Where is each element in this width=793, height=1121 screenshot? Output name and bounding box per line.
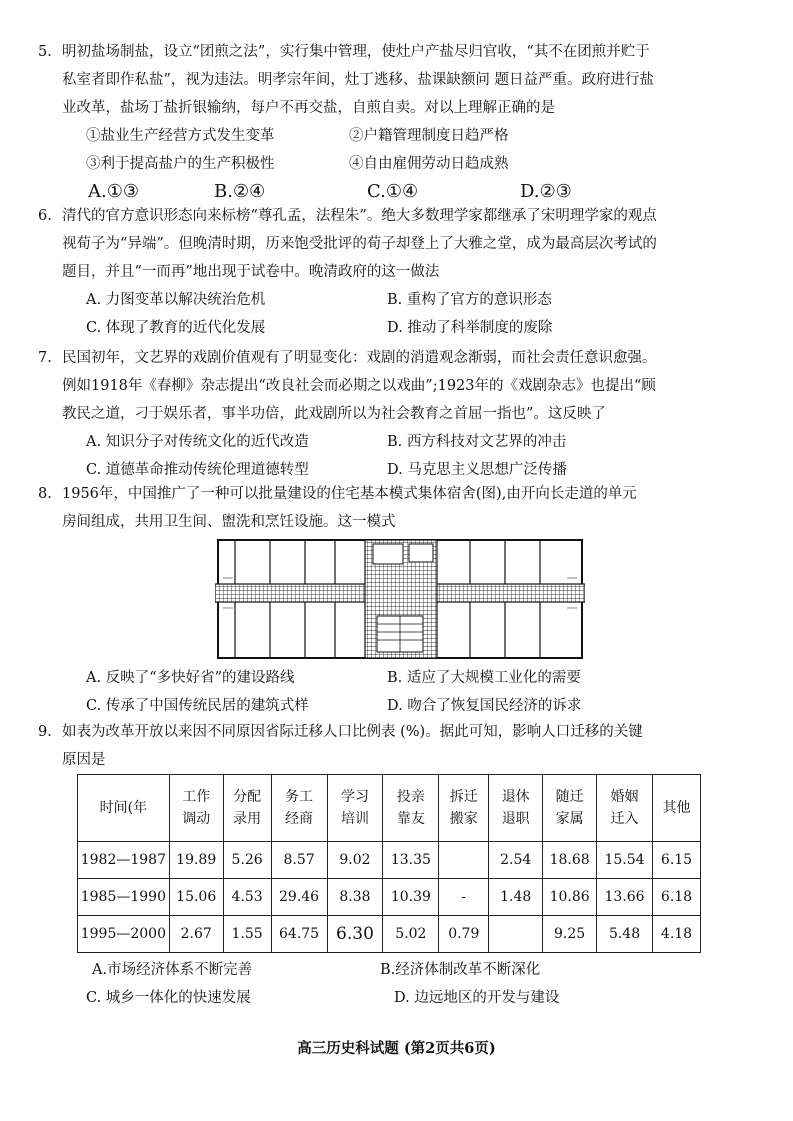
option-c[interactable]: C.①④	[367, 181, 419, 202]
table-cell	[489, 916, 543, 953]
table-cell: 10.86	[543, 879, 597, 916]
header-line: 投亲 靠友	[396, 789, 425, 827]
table-header	[223, 775, 271, 842]
question-7	[38, 344, 722, 484]
option-b[interactable]: B. 西方科技对文艺界的冲击	[387, 434, 567, 450]
stem-line: 1956年，中国推广了一种可以批量建设的住宅基本模式集体宿舍(图),由开向长走道的单元	[62, 486, 637, 502]
table-header-row	[78, 775, 701, 842]
option-d[interactable]: D. 边远地区的开发与建设	[394, 990, 560, 1006]
stem-line: 题目，并且“一而再”地出现于试卷中。晚清政府的这一做法	[62, 264, 440, 280]
header-line: 分配 录用	[233, 789, 262, 827]
stem-line: 私室者即作私盐”，视为违法。明孝宗年间，灶丁逃移、盐课缺额问 题日益严重。政府进行盐	[62, 72, 655, 88]
option-d[interactable]: D.②③	[520, 181, 572, 202]
option-a[interactable]: A. 力图变革以解决统治危机	[86, 292, 266, 308]
option-c[interactable]: C. 体现了教育的近代化发展	[86, 320, 266, 336]
option-b[interactable]: B. 重构了官方的意识形态	[387, 292, 552, 308]
question-number: 6.	[38, 208, 52, 224]
option-d[interactable]: D. 推动了科举制度的废除	[387, 320, 553, 336]
statement-3: ③利于提高盐户的生产积极性	[86, 156, 275, 172]
table-header	[271, 775, 327, 842]
option-a[interactable]: A.市场经济体系不断完善	[92, 962, 253, 978]
table-cell: 18.68	[543, 842, 597, 879]
question-number: 5.	[38, 44, 52, 60]
stem-line: 如表为改革开放以来因不同原因省际迁移人口比例表 (%)。据此可知，影响人口迁移的关键	[62, 724, 643, 740]
table-cell: 6.15	[653, 842, 701, 879]
option-b[interactable]: B.②④	[214, 181, 266, 202]
table-header	[327, 775, 383, 842]
table-header	[78, 775, 170, 842]
option-a[interactable]: A. 知识分子对传统文化的近代改造	[86, 434, 309, 450]
header-line: 工作 调动	[182, 789, 211, 827]
option-c[interactable]: C. 道德革命推动传统伦理道德转型	[86, 462, 309, 478]
table-cell: 9.02	[327, 842, 383, 879]
table-cell: 2.67	[169, 916, 223, 953]
table-cell: -	[439, 879, 489, 916]
stem-line: 明初盐场制盐，设立“团煎之法”，实行集中管理，使灶户产盐尽归官收，“其不在团煎并贮于	[62, 44, 650, 60]
table-cell: 4.53	[223, 879, 271, 916]
table-cell: 10.39	[383, 879, 439, 916]
question-number: 9.	[38, 724, 52, 740]
header-line: 时间(年	[99, 800, 148, 816]
table-cell: 29.46	[271, 879, 327, 916]
option-c[interactable]: C. 城乡一体化的快速发展	[86, 990, 251, 1006]
header-line: 其他	[662, 800, 691, 816]
table-cell: 0.79	[439, 916, 489, 953]
table-header	[439, 775, 489, 842]
table-cell: 8.57	[271, 842, 327, 879]
question-9	[38, 718, 722, 774]
table-cell: 1982—1987	[78, 842, 170, 879]
header-line: 务工 经商	[285, 789, 314, 827]
table-cell	[439, 842, 489, 879]
question-number: 7.	[38, 350, 52, 366]
option-d[interactable]: D. 吻合了恢复国民经济的诉求	[387, 698, 582, 714]
stem-line: 业改革，盐场丁盐折银输纳，每户不再交盐，自煎自卖。对以上理解正确的是	[62, 100, 555, 116]
question-8	[38, 480, 722, 536]
table-cell: 2.54	[489, 842, 543, 879]
table-header	[169, 775, 223, 842]
migration-table	[77, 774, 701, 953]
table-cell: 1995—2000	[78, 916, 170, 953]
table-header	[543, 775, 597, 842]
table-cell: 5.26	[223, 842, 271, 879]
table-cell: 4.18	[653, 916, 701, 953]
stem-line: 民国初年，文艺界的戏剧价值观有了明显变化：戏剧的消遣观念渐弱，而社会责任意识愈强。	[62, 350, 657, 366]
statement-4: ④自由雇佣劳动日趋成熟	[349, 156, 509, 172]
question-number: 8.	[38, 486, 52, 502]
option-b[interactable]: B. 适应了大规模工业化的需要	[387, 670, 581, 686]
table-cell: 19.89	[169, 842, 223, 879]
question-6	[38, 202, 722, 342]
table-cell: 13.35	[383, 842, 439, 879]
stem-line: 清代的官方意识形态向来标榜“尊孔孟，法程朱”。绝大多数理学家都继承了宋明理学家的观点	[62, 208, 657, 224]
table-cell: 15.06	[169, 879, 223, 916]
table-row	[78, 879, 701, 916]
option-c[interactable]: C. 传承了中国传统民居的建筑式样	[86, 698, 309, 714]
table-header	[653, 775, 701, 842]
table-cell: 6.30	[327, 916, 383, 953]
stem-line: 视荀子为“异端”。但晚清时期，历来饱受批评的荀子却登上了大雅之堂，成为最高层次考试的	[62, 236, 657, 252]
table-cell: 8.38	[327, 879, 383, 916]
table-header	[597, 775, 653, 842]
table-header	[489, 775, 543, 842]
table-cell: 5.02	[383, 916, 439, 953]
header-line: 拆迁 搬家	[449, 789, 478, 827]
table-header	[383, 775, 439, 842]
dormitory-floor-plan	[215, 538, 585, 660]
statement-1: ①盐业生产经营方式发生变革	[86, 128, 275, 144]
option-b[interactable]: B.经济体制改革不断深化	[380, 962, 541, 978]
page-footer: 高三历史科试题 (第2页共6页)	[297, 1040, 496, 1057]
table-cell: 1.55	[223, 916, 271, 953]
header-line: 退休 退职	[501, 789, 530, 827]
table-cell: 9.25	[543, 916, 597, 953]
statement-2: ②户籍管理制度日趋严格	[349, 128, 509, 144]
table-cell: 1985—1990	[78, 879, 170, 916]
header-line: 学习 培训	[340, 789, 369, 827]
table-row	[78, 842, 701, 879]
stem-line: 例如1918年《春柳》杂志提出“改良社会而必期之以戏曲”;1923年的《戏剧杂志》也提出“顾	[62, 378, 656, 394]
question-9-options	[62, 956, 722, 1012]
table-cell: 64.75	[271, 916, 327, 953]
option-a[interactable]: A.①③	[88, 181, 139, 202]
header-line: 婚姻 迁入	[610, 789, 639, 827]
option-a[interactable]: A. 反映了“多快好省”的建设路线	[86, 670, 295, 686]
stem-line: 原因是	[62, 752, 106, 768]
table-cell: 5.48	[597, 916, 653, 953]
table-row	[78, 916, 701, 953]
stem-line: 教民之道，刁于娱乐者，事半功倍，此戏剧所以为社会教育之首屈一指也”。这反映了	[62, 406, 606, 422]
question-5	[38, 38, 722, 206]
option-d[interactable]: D. 马克思主义思想广泛传播	[387, 462, 567, 478]
table-cell: 15.54	[597, 842, 653, 879]
question-8-options	[62, 664, 722, 720]
header-line: 随迁 家属	[555, 789, 584, 827]
table-cell: 1.48	[489, 879, 543, 916]
table-cell: 6.18	[653, 879, 701, 916]
table-cell: 13.66	[597, 879, 653, 916]
stem-line: 房间组成，共用卫生间、盥洗和烹饪设施。这一模式	[62, 514, 396, 530]
